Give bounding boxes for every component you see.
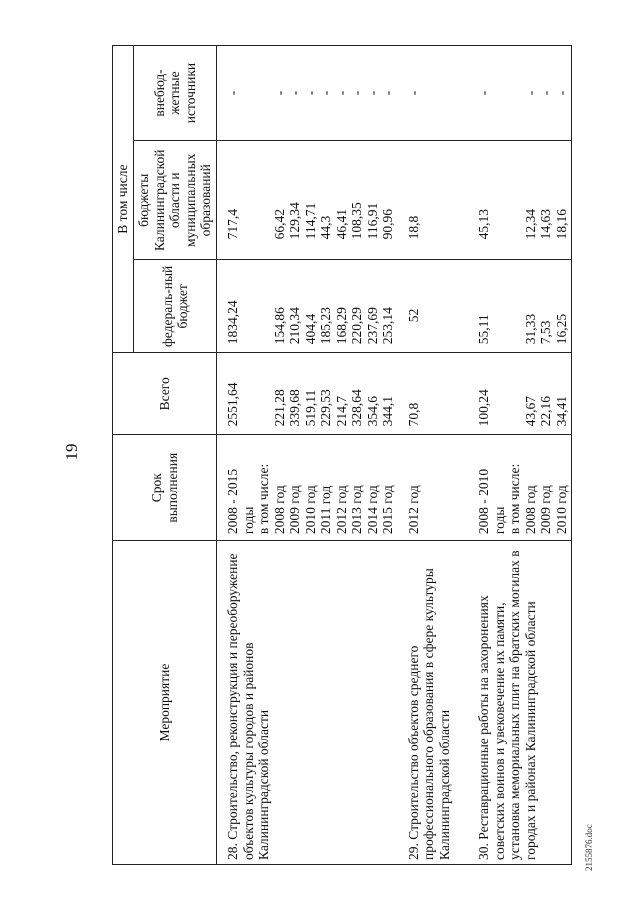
extra-value: - — [225, 90, 240, 96]
header-measure: Мероприятие — [113, 541, 217, 865]
extra-value: - — [538, 90, 553, 96]
year-label: 2011 год — [318, 485, 333, 535]
year-label: 2013 год — [349, 485, 364, 535]
total-cell — [217, 353, 398, 435]
extra-value: - — [522, 90, 538, 96]
year-label: 2009 год — [287, 485, 302, 535]
total-cell — [468, 353, 572, 435]
header-federal: федераль-ный бюджет — [134, 260, 217, 353]
regional-value: 45,13 — [476, 209, 491, 240]
extra-value: - — [380, 90, 395, 96]
federal-value: 31,33 — [522, 313, 538, 345]
header-extra: внебюд-жетные источники — [134, 46, 217, 141]
extra-value: - — [318, 90, 333, 96]
total-value: 214,7 — [333, 395, 349, 427]
regional-value: 12,34 — [522, 209, 538, 240]
sub-label: в том числе: — [256, 463, 271, 535]
regional-value: 66,42 — [271, 209, 287, 240]
period-range: 2008 - 2015 годы — [225, 468, 256, 535]
federal-value: 404,4 — [302, 313, 318, 345]
federal-value: 16,25 — [553, 313, 569, 345]
total-value: 43,67 — [522, 395, 538, 427]
table-row — [217, 46, 398, 865]
document-page — [40, 27, 600, 877]
regional-cell: 18,8 — [398, 141, 469, 260]
program-table — [112, 45, 572, 865]
total-value: 339,68 — [287, 389, 302, 427]
regional-value: 717,4 — [225, 209, 240, 240]
federal-cell — [217, 260, 398, 353]
regional-value: 90,96 — [380, 209, 395, 240]
federal-value: 237,69 — [364, 307, 380, 345]
federal-cell — [468, 260, 572, 353]
extra-value: - — [333, 90, 349, 96]
extra-value: - — [476, 90, 491, 96]
total-value: 100,24 — [476, 389, 491, 427]
header-group: В том числе — [113, 46, 134, 353]
total-value: 344,1 — [380, 395, 395, 427]
total-value: 22,16 — [538, 395, 553, 427]
regional-cell — [217, 141, 398, 260]
period-cell: 2012 год — [398, 435, 469, 541]
extra-value: - — [287, 90, 302, 96]
federal-cell: 52 — [398, 260, 469, 353]
period-range: 2008 - 2010 годы — [476, 468, 507, 535]
total-value: 328,64 — [349, 389, 364, 427]
extra-value: - — [302, 90, 318, 96]
federal-value: 168,29 — [333, 307, 349, 345]
extra-cell: - — [398, 46, 469, 141]
page-number: 19 — [62, 443, 81, 461]
header-regional: бюджеты Калининградской области и муниципальных образований — [134, 141, 217, 260]
federal-value: 210,34 — [287, 307, 302, 345]
federal-value: 154,86 — [271, 307, 287, 345]
header-row-1 — [113, 46, 134, 865]
year-label: 2015 год — [380, 485, 395, 535]
table-row — [398, 46, 469, 865]
total-value: 221,28 — [271, 389, 287, 427]
regional-cell — [468, 141, 572, 260]
document-code: 2155876.doc — [584, 824, 594, 871]
regional-value: 108,35 — [349, 202, 364, 240]
measure-cell: 28. Строительство, реконструкция и переоборужение объектов культуры городов и районов Калининградской области — [217, 541, 398, 865]
total-value: 519,11 — [302, 389, 318, 427]
extra-cell — [468, 46, 572, 141]
federal-value: 1834,24 — [225, 300, 240, 345]
extra-cell — [217, 46, 398, 141]
regional-value: 46,41 — [333, 209, 349, 240]
total-cell: 70,8 — [398, 353, 469, 435]
year-list — [523, 439, 570, 534]
federal-value: 253,14 — [380, 307, 395, 345]
year-list — [272, 439, 396, 534]
federal-value: 220,29 — [349, 307, 364, 345]
federal-value: 55,11 — [476, 314, 491, 345]
header-period: Срок выполнения — [113, 435, 217, 541]
regional-value: 129,34 — [287, 202, 302, 240]
sub-label: в том числе: — [507, 463, 522, 535]
extra-value: - — [553, 90, 569, 96]
regional-value: 14,63 — [538, 209, 553, 240]
period-cell — [468, 435, 572, 541]
year-label: 2008 год — [271, 485, 287, 535]
measure-cell: 30. Реставрационные работы на захоронениях советских воинов и увековечение их памяти, установка мемориальных плит на братских могилах в городах и районах Калининградской области — [468, 541, 572, 865]
year-label: 2010 год — [553, 485, 569, 535]
extra-value: - — [349, 90, 364, 96]
regional-value: 114,71 — [302, 202, 318, 240]
year-label: 2014 год — [364, 485, 380, 535]
regional-value: 44,3 — [318, 215, 333, 240]
federal-value: 7,53 — [538, 320, 553, 345]
header-total: Всего — [113, 353, 217, 435]
year-label: 2009 год — [538, 485, 553, 535]
regional-value: 116,91 — [364, 202, 380, 240]
total-value: 2551,64 — [225, 382, 240, 427]
extra-value: - — [364, 90, 380, 96]
year-label: 2012 год — [333, 485, 349, 535]
year-label: 2008 год — [522, 485, 538, 535]
federal-value: 185,23 — [318, 307, 333, 345]
total-value: 354,6 — [364, 395, 380, 427]
measure-cell: 29. Строительство объектов среднего профессионального образования в сфере культуры Калининградской области — [398, 541, 469, 865]
period-cell — [217, 435, 398, 541]
total-value: 34,41 — [553, 395, 569, 427]
extra-value: - — [271, 90, 287, 96]
regional-value: 18,16 — [553, 209, 569, 240]
table-row — [468, 46, 572, 865]
year-label: 2010 год — [302, 485, 318, 535]
total-value: 229,53 — [318, 389, 333, 427]
